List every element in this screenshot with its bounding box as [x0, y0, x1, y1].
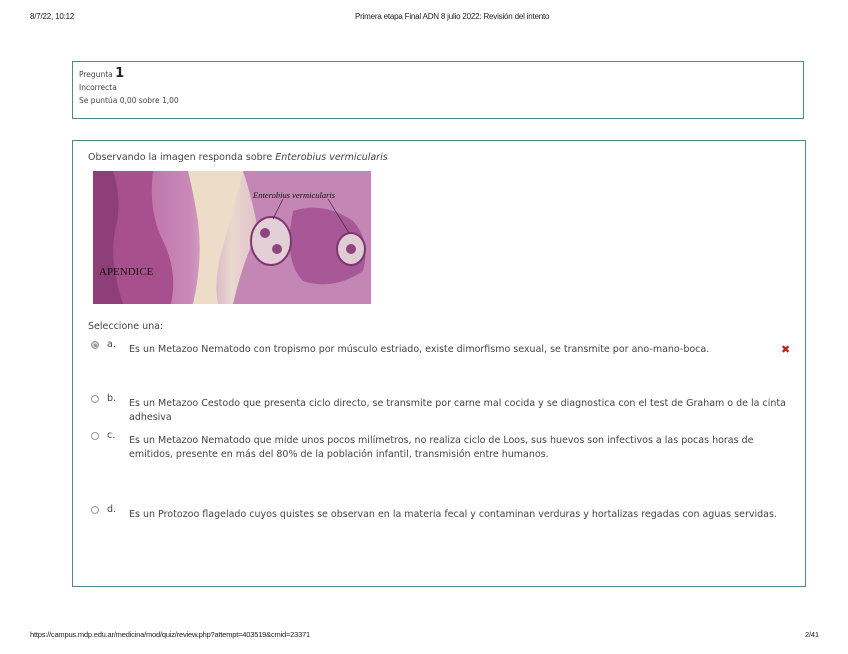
- option-letter-c: c.: [107, 430, 116, 441]
- option-letter-b: b.: [107, 393, 117, 404]
- option-text-c: Es un Metazoo Nematodo que mide unos pocos milímetros, no realiza ciclo de Loos, sus huevos son infectivos a las pocas horas de emitidos, presente en más del 80% de la población infantil, transmisión entre humanos.: [129, 435, 754, 460]
- question-text-species: Enterobius vermicularis: [275, 152, 388, 163]
- question-number: 1: [115, 66, 125, 81]
- question-content-box: [72, 140, 806, 587]
- option-text-b: Es un Metazoo Cestodo que presenta ciclo directo, se transmite por carne mal cocida y se diagnostica con el test de Graham o de la cinta adhesiva: [129, 398, 786, 423]
- select-one-prompt: Seleccione una:: [88, 321, 164, 332]
- question-info-box: [72, 61, 804, 119]
- option-letter-d: d.: [107, 504, 117, 515]
- question-score: Se puntúa 0,00 sobre 1,00: [79, 96, 179, 105]
- option-text-d: Es un Protozoo flagelado cuyos quistes se observan en la materia fecal y contaminan verduras y hortalizas regadas con aguas servidas.: [129, 509, 777, 520]
- print-datetime: 8/7/22, 10:12: [30, 12, 75, 21]
- radio-option-c[interactable]: [91, 432, 99, 440]
- question-label: Pregunta: [79, 70, 113, 79]
- incorrect-icon: ✖: [781, 343, 791, 356]
- radio-option-d[interactable]: [91, 506, 99, 514]
- question-text: [88, 152, 388, 163]
- print-title: Primera etapa Final ADN 8 julio 2022: Revisión del intento: [355, 12, 550, 21]
- image-label-species: Enterobius vermicularis: [253, 190, 336, 200]
- radio-option-b[interactable]: [91, 395, 99, 403]
- question-status: Incorrecta: [79, 83, 117, 92]
- option-letter-a: a.: [107, 339, 116, 350]
- option-text-a: Es un Metazoo Nematodo con tropismo por músculo estriado, existe dimorfismo sexual, se transmite por ano-mano-boca.: [129, 344, 710, 355]
- question-text-prefix: Observando la imagen responda sobre: [88, 152, 276, 163]
- print-page-number: 2/41: [805, 630, 819, 639]
- histology-image: [93, 171, 371, 304]
- image-label-organ: APENDICE: [99, 266, 154, 278]
- question-number-row: [79, 67, 797, 81]
- print-url: https://campus.mdp.edu.ar/medicina/mod/quiz/review.php?attempt=403519&cmid=23371: [30, 630, 311, 639]
- radio-option-a[interactable]: [91, 341, 99, 349]
